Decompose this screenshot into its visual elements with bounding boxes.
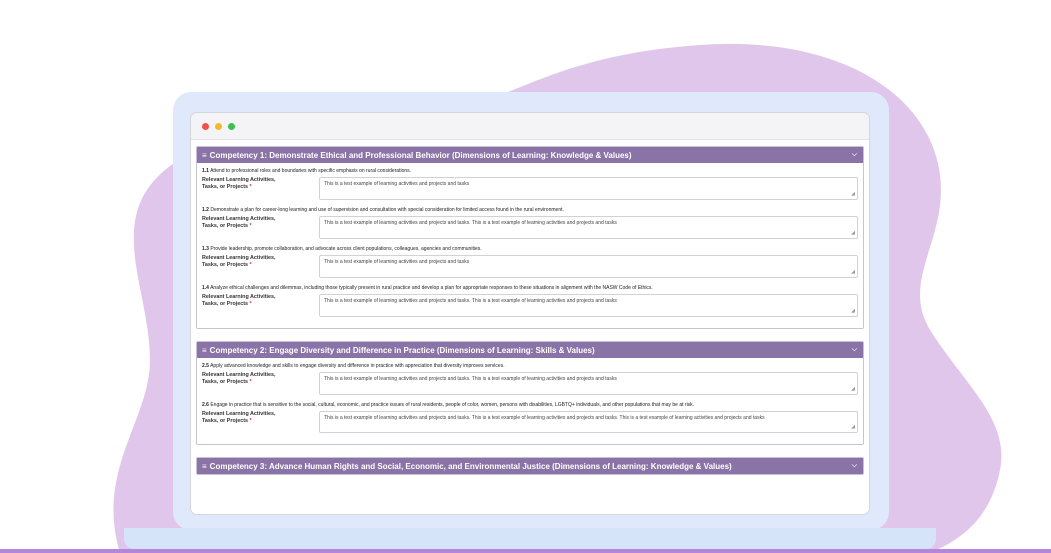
textarea-value: This is a test example of learning activities and projects and tasks. This is a test example of learning activities and projects and tasks	[324, 220, 617, 226]
competency-title: Competency 2: Engage Diversity and Difference in Practice (Dimensions of Learning: Skills & Values)	[209, 345, 595, 355]
behavior-number: 1.4	[202, 285, 209, 291]
behavior-description: Analyze ethical challenges and dilemmas, including those typically present in rural practice and develop a plan for appropriate responses to these situations in alignment with the NASW Code of Ethics.	[210, 285, 653, 291]
field-label-line2: Tasks, or Projects	[202, 184, 249, 190]
competency-header[interactable]	[197, 342, 863, 358]
field-row	[202, 216, 858, 239]
field-label-line1: Relevant Learning Activities,	[202, 216, 276, 222]
field-label-line1: Relevant Learning Activities,	[202, 411, 276, 417]
behavior-number: 1.2	[202, 207, 209, 213]
behavior-text	[202, 168, 858, 175]
competency-body	[197, 358, 863, 444]
hamburger-icon: ≡	[202, 150, 207, 160]
competency-section	[196, 146, 864, 329]
textarea-value: This is a test example of learning activities and projects and tasks. This is a test example of learning activities and projects and tasks	[324, 376, 617, 382]
behavior-description: Demonstrate a plan for career-long learning and use of supervision and consultation with special consideration for limited access found in the rural environment.	[210, 207, 564, 213]
field-label-line1: Relevant Learning Activities,	[202, 372, 276, 378]
activities-textarea[interactable]	[319, 216, 858, 239]
window-titlebar	[191, 113, 869, 140]
behavior-item	[202, 285, 858, 317]
chevron-down-icon[interactable]: ⌵	[851, 462, 857, 469]
activities-textarea[interactable]	[319, 294, 858, 317]
app-window	[191, 113, 869, 514]
textarea-value: This is a test example of learning activities and projects and tasks. This is a test example of learning activities and projects and tasks	[324, 298, 617, 304]
behavior-description: Engage in practice that is sensitive to the social, cultural, economic, and practice issues of rural residents, people of color, women, persons with disabilities, LGBTQ+ individuals, and other populations that may be at risk.	[210, 402, 695, 408]
field-label-line1: Relevant Learning Activities,	[202, 255, 276, 261]
behavior-number: 1.3	[202, 246, 209, 252]
form-content	[191, 140, 869, 475]
field-label-line2: Tasks, or Projects	[202, 379, 249, 385]
behavior-number: 1.1	[202, 168, 209, 174]
resize-handle-icon[interactable]: ◢	[851, 308, 855, 314]
activities-textarea[interactable]	[319, 177, 858, 200]
behavior-item	[202, 207, 858, 239]
field-row	[202, 372, 858, 395]
minimize-window-button[interactable]	[215, 123, 222, 130]
activities-textarea[interactable]	[319, 255, 858, 278]
field-label-line2: Tasks, or Projects	[202, 418, 249, 424]
chevron-down-icon[interactable]: ⌵	[851, 346, 857, 353]
required-mark: *	[249, 262, 252, 268]
hamburger-icon: ≡	[202, 461, 207, 471]
field-label-line2: Tasks, or Projects	[202, 301, 249, 307]
laptop-base	[124, 528, 936, 549]
behavior-item	[202, 168, 858, 200]
textarea-value: This is a test example of learning activities and projects and tasks	[324, 181, 470, 187]
competency-body	[197, 163, 863, 328]
textarea-value: This is a test example of learning activities and projects and tasks. This is a test example of learning activities and projects and tasks. This is a test example of learning activities and projects and tasks	[324, 415, 765, 421]
behavior-text	[202, 285, 858, 292]
behavior-text	[202, 246, 858, 253]
field-label	[202, 411, 319, 433]
required-mark: *	[249, 223, 252, 229]
maximize-window-button[interactable]	[228, 123, 235, 130]
competency-title: Competency 1: Demonstrate Ethical and Professional Behavior (Dimensions of Learning: Knowledge & Values)	[209, 150, 632, 160]
resize-handle-icon[interactable]: ◢	[851, 424, 855, 430]
behavior-description: Apply advanced knowledge and skills to engage diversity and difference in practice with appreciation that diversity improves services.	[210, 363, 505, 369]
competency-header[interactable]	[197, 458, 863, 474]
resize-handle-icon[interactable]: ◢	[851, 230, 855, 236]
field-label-line2: Tasks, or Projects	[202, 223, 249, 229]
required-mark: *	[249, 418, 252, 424]
behavior-number: 2.6	[202, 402, 209, 408]
competency-section	[196, 457, 864, 475]
activities-textarea[interactable]	[319, 411, 858, 433]
resize-handle-icon[interactable]: ◢	[851, 269, 855, 275]
competency-header[interactable]	[197, 147, 863, 163]
bottom-divider	[0, 549, 1051, 553]
field-label-line1: Relevant Learning Activities,	[202, 294, 276, 300]
required-mark: *	[249, 379, 252, 385]
field-label	[202, 177, 319, 200]
behavior-text	[202, 363, 858, 370]
field-label	[202, 372, 319, 395]
field-label-line2: Tasks, or Projects	[202, 262, 249, 268]
field-row	[202, 177, 858, 200]
behavior-number: 2.5	[202, 363, 209, 369]
resize-handle-icon[interactable]: ◢	[851, 386, 855, 392]
field-label	[202, 216, 319, 239]
behavior-text	[202, 207, 858, 214]
behavior-text	[202, 402, 858, 409]
required-mark: *	[249, 184, 252, 190]
field-label	[202, 255, 319, 278]
textarea-value: This is a test example of learning activities and projects and tasks	[324, 259, 470, 265]
behavior-item	[202, 363, 858, 395]
field-row	[202, 411, 858, 433]
behavior-description: Attend to professional roles and boundaries with specific emphasis on rural considerations.	[210, 168, 412, 174]
field-label-line1: Relevant Learning Activities,	[202, 177, 276, 183]
close-window-button[interactable]	[202, 123, 209, 130]
required-mark: *	[249, 301, 252, 307]
resize-handle-icon[interactable]: ◢	[851, 191, 855, 197]
competency-title: Competency 3: Advance Human Rights and Social, Economic, and Environmental Justice (Dimensions of Learning: Knowledge & Values)	[209, 461, 732, 471]
chevron-down-icon[interactable]: ⌵	[851, 151, 857, 158]
competency-section	[196, 341, 864, 445]
field-label	[202, 294, 319, 317]
behavior-item	[202, 402, 858, 433]
behavior-item	[202, 246, 858, 278]
hamburger-icon: ≡	[202, 345, 207, 355]
behavior-description: Provide leadership, promote collaboration, and advocate across client populations, colleagues, agencies and communities.	[210, 246, 482, 252]
field-row	[202, 255, 858, 278]
field-row	[202, 294, 858, 317]
activities-textarea[interactable]	[319, 372, 858, 395]
